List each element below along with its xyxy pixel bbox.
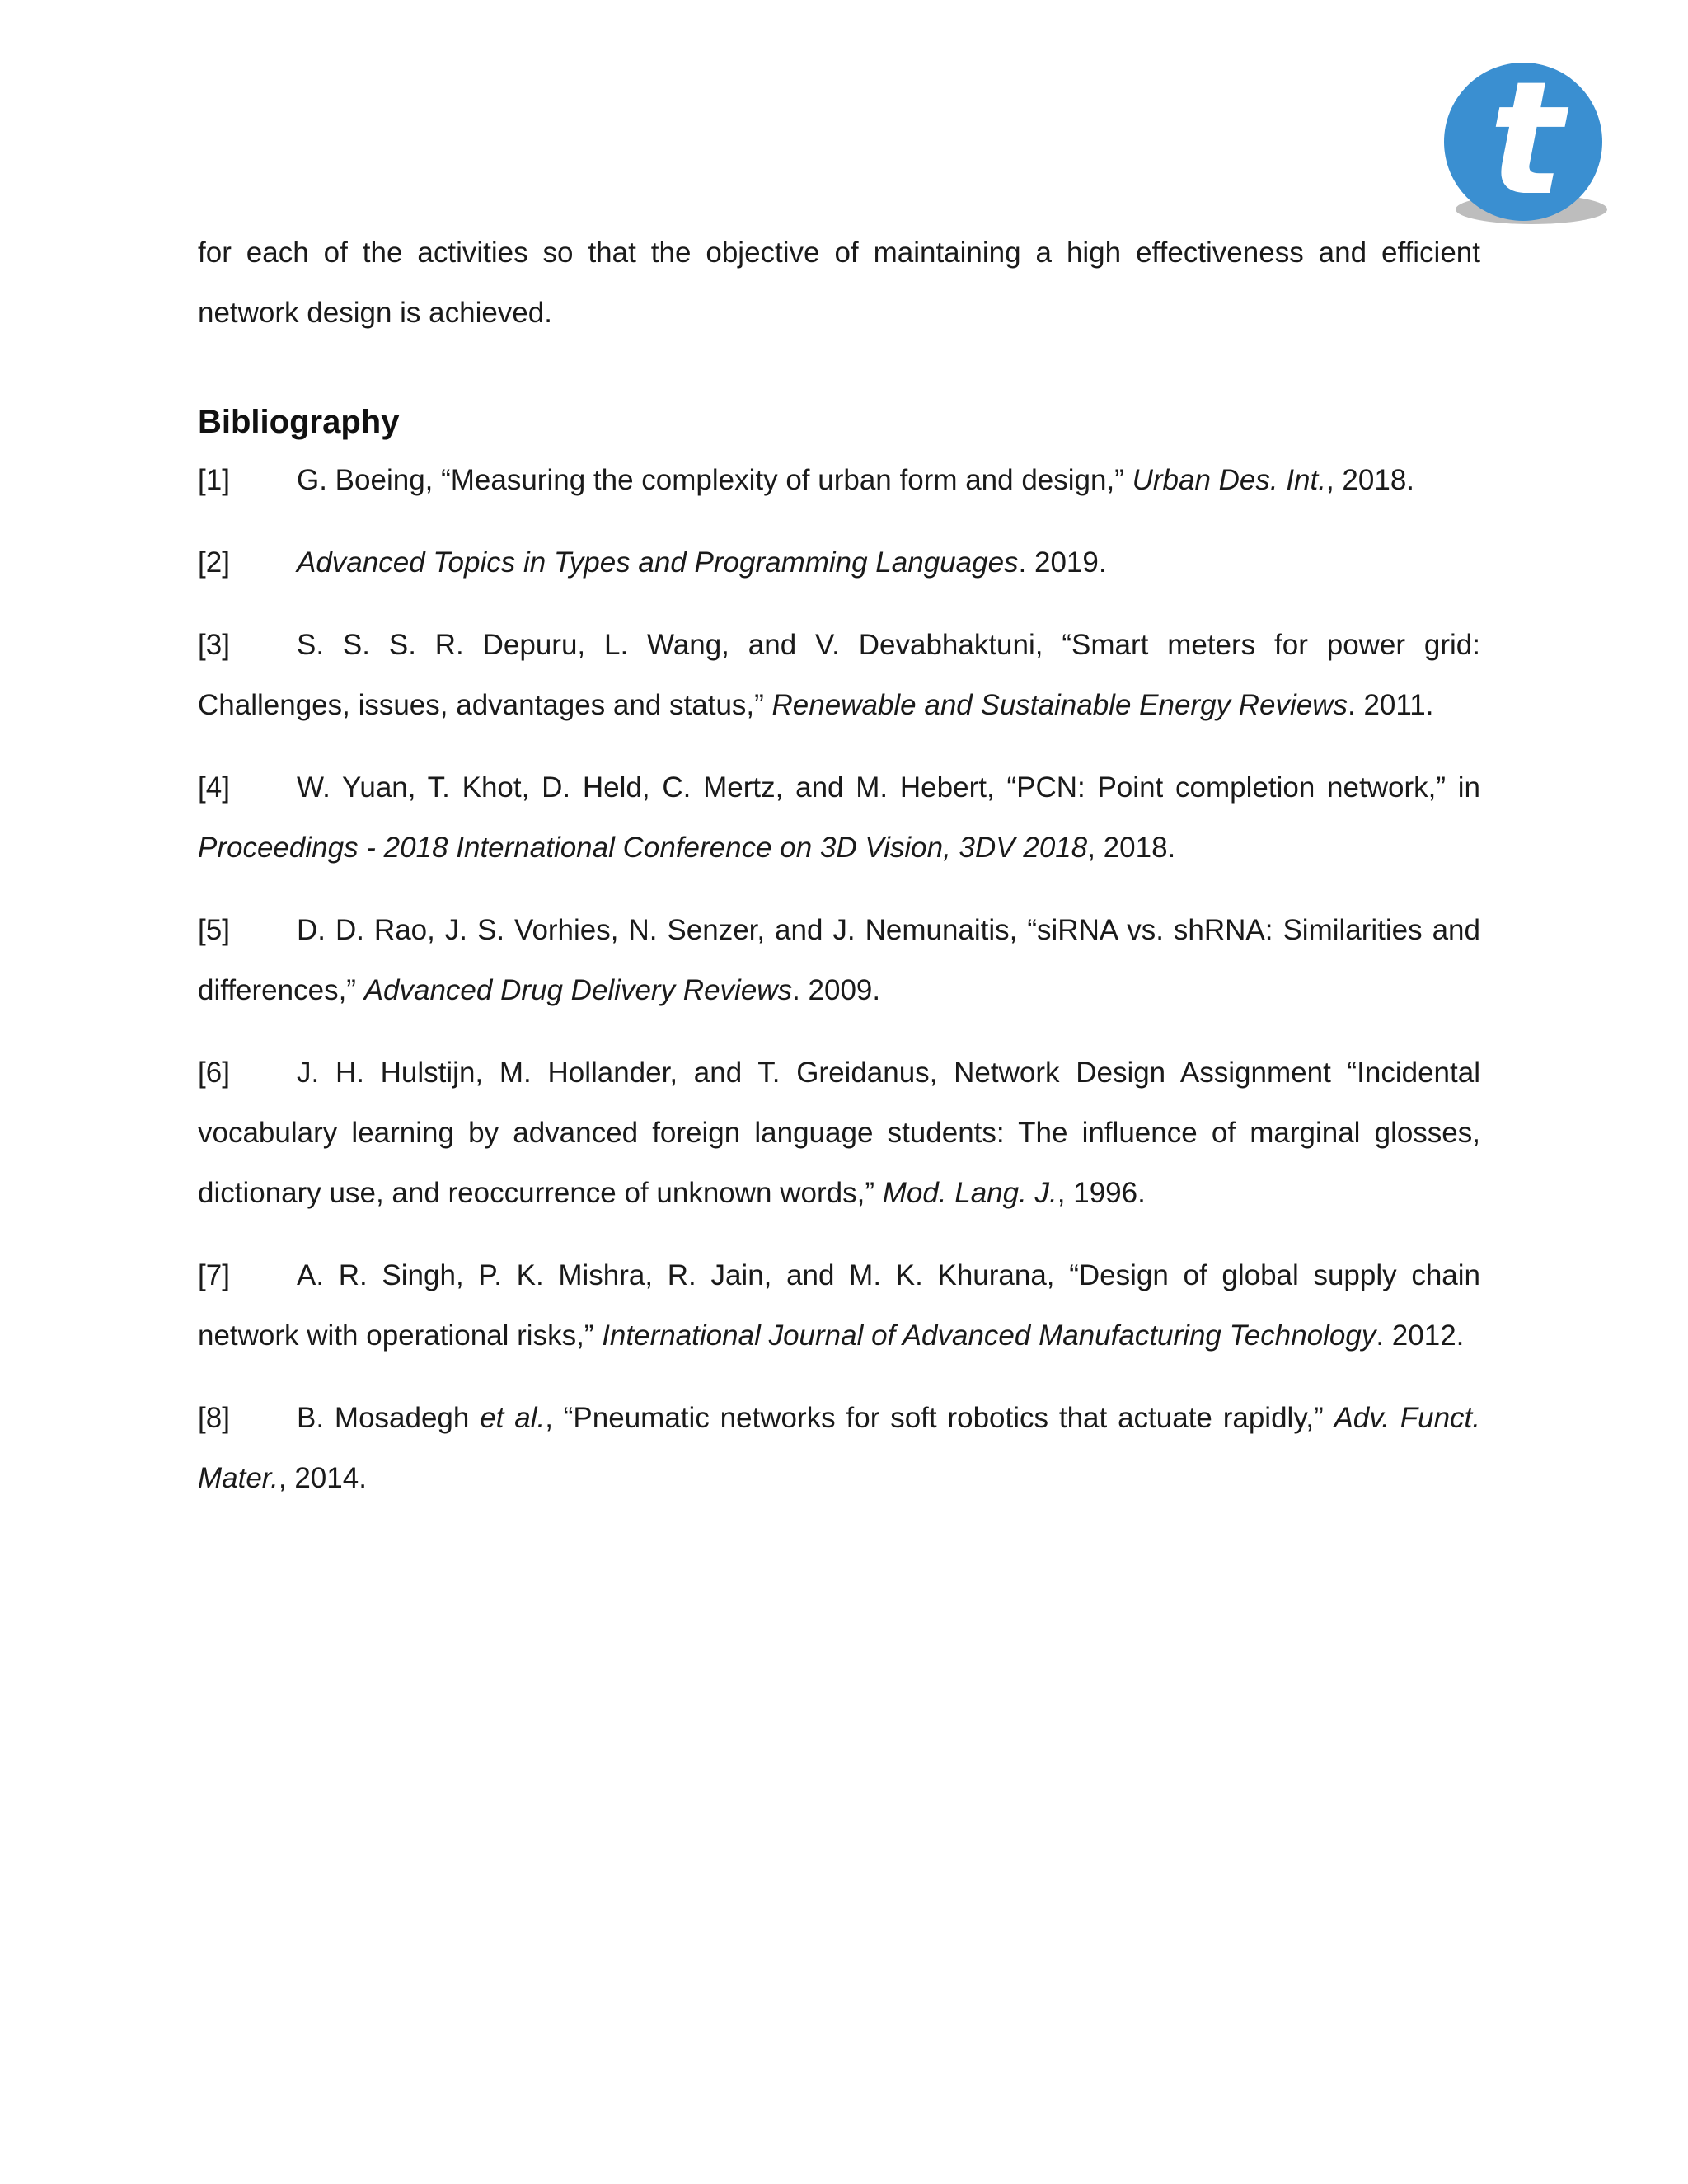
reference-number: [2] (198, 546, 230, 579)
reference-text: . 2009. (792, 974, 881, 1006)
bibliography-heading: Bibliography (198, 404, 400, 440)
reference-item (198, 532, 1480, 593)
reference-text: , 1996. (1057, 1177, 1146, 1209)
reference-number: [1] (198, 464, 230, 496)
reference-item (198, 615, 1480, 735)
reference-number: [7] (198, 1259, 230, 1291)
reference-number: [8] (198, 1402, 230, 1434)
document-body (198, 223, 1480, 1530)
reference-text: W. Yuan, T. Khot, D. Held, C. Mertz, and M. Hebert, “PCN: Point completion network,” in (297, 771, 1480, 804)
reference-italic-text: Urban Des. Int. (1132, 464, 1326, 496)
reference-text: . 2011. (1348, 689, 1434, 721)
reference-text: . 2019. (1018, 546, 1107, 579)
reference-item (198, 900, 1480, 1020)
reference-italic-text: et al. (480, 1402, 546, 1434)
logo-letter: t (1489, 59, 1564, 230)
reference-italic-text: Renewable and Sustainable Energy Reviews (771, 689, 1348, 721)
reference-number: [5] (198, 914, 230, 946)
reference-list (198, 450, 1480, 1508)
reference-text: S. S. S. R. Depuru, L. Wang, and V. Devabhaktuni, “Smart meters for power grid: Challenges, issues, advantages and status,” (198, 629, 1480, 721)
reference-text: , “Pneumatic networks for soft robotics that actuate rapidly,” (545, 1402, 1334, 1434)
intro-paragraph: for each of the activities so that the objective of maintaining a high effectiveness and efficient network design is achieved. (198, 237, 1480, 329)
reference-text: , 2018. (1087, 832, 1176, 864)
reference-text: B. Mosadegh (297, 1402, 481, 1434)
reference-italic-text: Mod. Lang. J. (882, 1177, 1057, 1209)
reference-number: [4] (198, 771, 230, 804)
reference-item (198, 450, 1480, 510)
reference-item (198, 1388, 1480, 1508)
reference-text: D. D. Rao, J. S. Vorhies, N. Senzer, and J. Nemunaitis, “siRNA vs. shRNA: Similarities and differences,” (198, 914, 1480, 1006)
reference-number: [6] (198, 1057, 230, 1089)
reference-text: , 2018. (1325, 464, 1415, 496)
reference-number: [3] (198, 629, 230, 661)
brand-logo-icon (1441, 59, 1614, 232)
reference-item (198, 1043, 1480, 1223)
reference-item (198, 1245, 1480, 1366)
reference-text: A. R. Singh, P. K. Mishra, R. Jain, and M. K. Khurana, “Design of global supply chain network with operational risks,” (198, 1259, 1480, 1352)
reference-italic-text: Proceedings - 2018 International Conference on 3D Vision, 3DV 2018 (198, 832, 1088, 864)
reference-item (198, 757, 1480, 878)
reference-text: J. H. Hulstijn, M. Hollander, and T. Greidanus, Network Design Assignment “Incidental vocabulary learning by advanced foreign language students: The influence of marginal glosses, dictionary use, and reoccurrence of unknown words,” (198, 1057, 1480, 1209)
reference-text: . 2012. (1376, 1319, 1465, 1352)
reference-italic-text: International Journal of Advanced Manufacturing Technology (602, 1319, 1376, 1352)
reference-text: G. Boeing, “Measuring the complexity of urban form and design,” (297, 464, 1132, 496)
reference-text: , 2014. (278, 1462, 367, 1494)
reference-italic-text: Adv. Funct. Mater. (198, 1402, 1480, 1494)
reference-italic-text: Advanced Topics in Types and Programming Languages (297, 546, 1019, 579)
reference-italic-text: Advanced Drug Delivery Reviews (363, 974, 793, 1006)
